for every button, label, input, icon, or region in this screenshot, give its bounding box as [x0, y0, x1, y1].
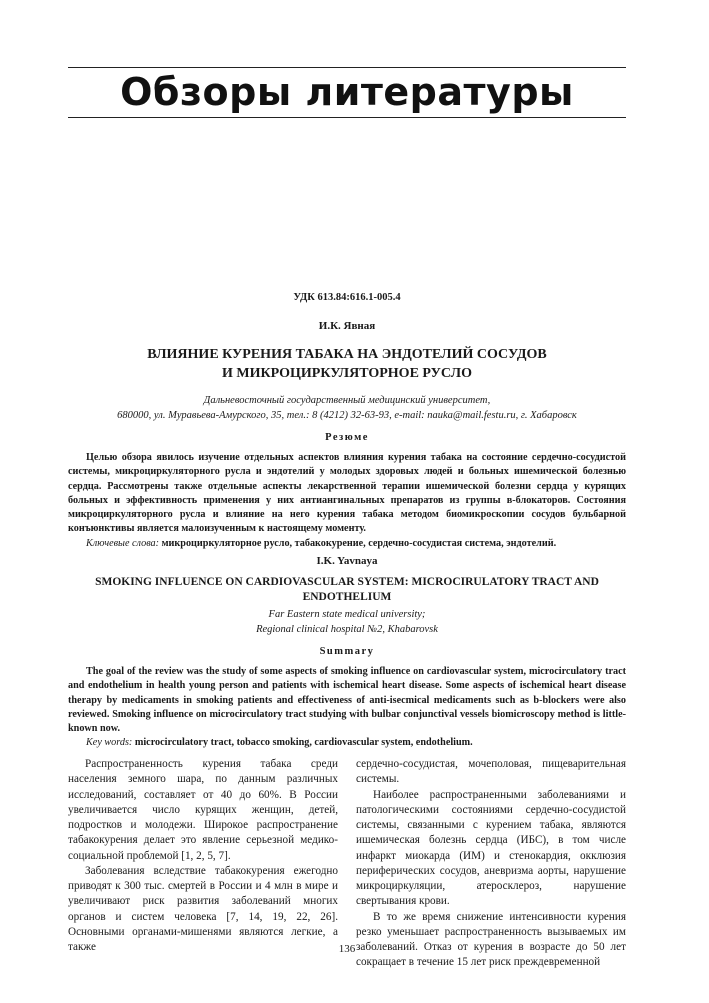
body-left-paragraph-1: Распространенность курения табака среди населения земного шара, по данным различных исследований, составляет от 40 до 60%. В России увеличивается число курящих женщин, детей, подростков и молодежи. Широкое распространение табакокурения делает это явление серьезной медико-социальной проблемой [1, 2, 5, 7].	[68, 758, 338, 862]
title-en-line1: SMOKING INFLUENCE ON CARDIOVASCULAR SYSTEM: MICROCIRULATORY TRACT AND	[95, 576, 599, 588]
top-rule	[68, 67, 626, 68]
abstract-heading-ru: Резюме	[325, 432, 369, 443]
article-title-en	[68, 575, 626, 605]
title-en-line2: ENDOTHELIUM	[302, 591, 392, 603]
keywords-en-label: Key words:	[86, 737, 133, 749]
body-left-paragraph-2: Заболевания вследствие табакокурения ежегодно приводят к 300 тыс. смертей в России и 4 млн в мире и увеличивают риск развития заболеваний многих органов и систем человека [7, 14, 19, 22, 26]. Основными органами-мишенями являются легкие, а также	[68, 864, 338, 953]
title-ru-line2: И МИКРОЦИРКУЛЯТОРНОЕ РУСЛО	[222, 366, 472, 381]
body-right-paragraph-1: Наиболее распространенными заболеваниями и патологическими состояниями сердечно-сосудистой системы, связанными с курением табака, являются ишемическая болезнь сердца (ИБС), в том числе инфаркт миокарда (ИМ) и стенокардия, окклюзия периферических сосудов, аневризма аорты, нарушение микроциркуляции, атеросклероз, нарушение свертывания крови.	[356, 788, 626, 908]
keywords-ru-text: микроциркуляторное русло, табакокурение, сердечно-сосудистая система, эндотелий.	[161, 537, 557, 549]
summary-en-text: The goal of the review was the study of some aspects of smoking influence on cardiovascular system, microcirculatory tract and endothelium in health young person and patients with ischemical heart disease. Some aspects of ischemical heart disease therapy by medicaments in smoking patients and effectiveness of anti-isecmical medicaments such as b-blockers were also reviewed. Smoking influence on microcirculatory tract studying with bulbar conjunctival vessels biomicroscopy method is little-known now.	[68, 666, 626, 735]
udk-code: УДК 613.84:616.1-005.4	[293, 292, 401, 303]
affil-en-line2: Regional clinical hospital №2, Khabarovsk	[256, 624, 438, 635]
title-rule	[68, 117, 626, 118]
author-en: I.K. Yavnaya	[316, 555, 378, 567]
page-number: 136	[338, 943, 356, 955]
keywords-en-text: microcirculatory tract, tobacco smoking, cardiovascular system, endothelium.	[134, 737, 473, 749]
affil-ru-line1: Дальневосточный государственный медицинский университет,	[203, 395, 491, 406]
body-right-paragraph-0: сердечно-сосудистая, мочеполовая, пищеварительная системы.	[356, 758, 626, 786]
affiliation-ru	[68, 393, 626, 423]
body-column-right	[356, 757, 626, 971]
affil-ru-line2: 680000, ул. Муравьева-Амурского, 35, тел.: 8 (4212) 32-63-93, e-mail: nauka@mail.festu.ru, г. Хабаровск	[117, 410, 577, 421]
keywords-ru	[68, 537, 626, 551]
title-ru-line1: ВЛИЯНИЕ КУРЕНИЯ ТАБАКА НА ЭНДОТЕЛИЙ СОСУДОВ	[147, 347, 547, 362]
section-title: Обзоры литературы	[120, 70, 574, 114]
affil-en-line1: Far Eastern state medical university;	[268, 609, 426, 620]
body-column-left	[68, 757, 338, 955]
body-right-paragraph-2: В то же время снижение интенсивности курения резко уменьшает распространенность вызываемых им заболеваний. Отказ от курения в возрасте до 50 лет сокращает в течение 15 лет риск преждевременной	[356, 910, 626, 969]
summary-en	[68, 665, 626, 751]
keywords-en	[68, 736, 626, 750]
affiliation-en	[68, 607, 626, 637]
abstract-ru	[68, 451, 626, 551]
abstract-ru-text: Целью обзора явилось изучение отдельных аспектов влияния курения табака на состояние сердечно-сосудистой системы, микроциркуляторного русла и эндотелий у молодых здоровых людей и больных ишемической болезнью сердца. Рассмотрены также отдельные аспекты лекарственной терапии ишемической болезни сердца у курящих больных и эффективность применения у них антиангинальных препаратов из группы в-блокаторов. Состояния микроциркуляторного русла и влияние на него курения табака методом биомикроскопии сосудов бульбарной конъюнктивы является малоизученным к настоящему моменту.	[68, 452, 626, 535]
keywords-ru-label: Ключевые слова:	[86, 537, 160, 549]
summary-heading-en: Summary	[319, 646, 375, 657]
author-ru: И.К. Явная	[318, 320, 376, 332]
article-title-ru	[68, 345, 626, 383]
